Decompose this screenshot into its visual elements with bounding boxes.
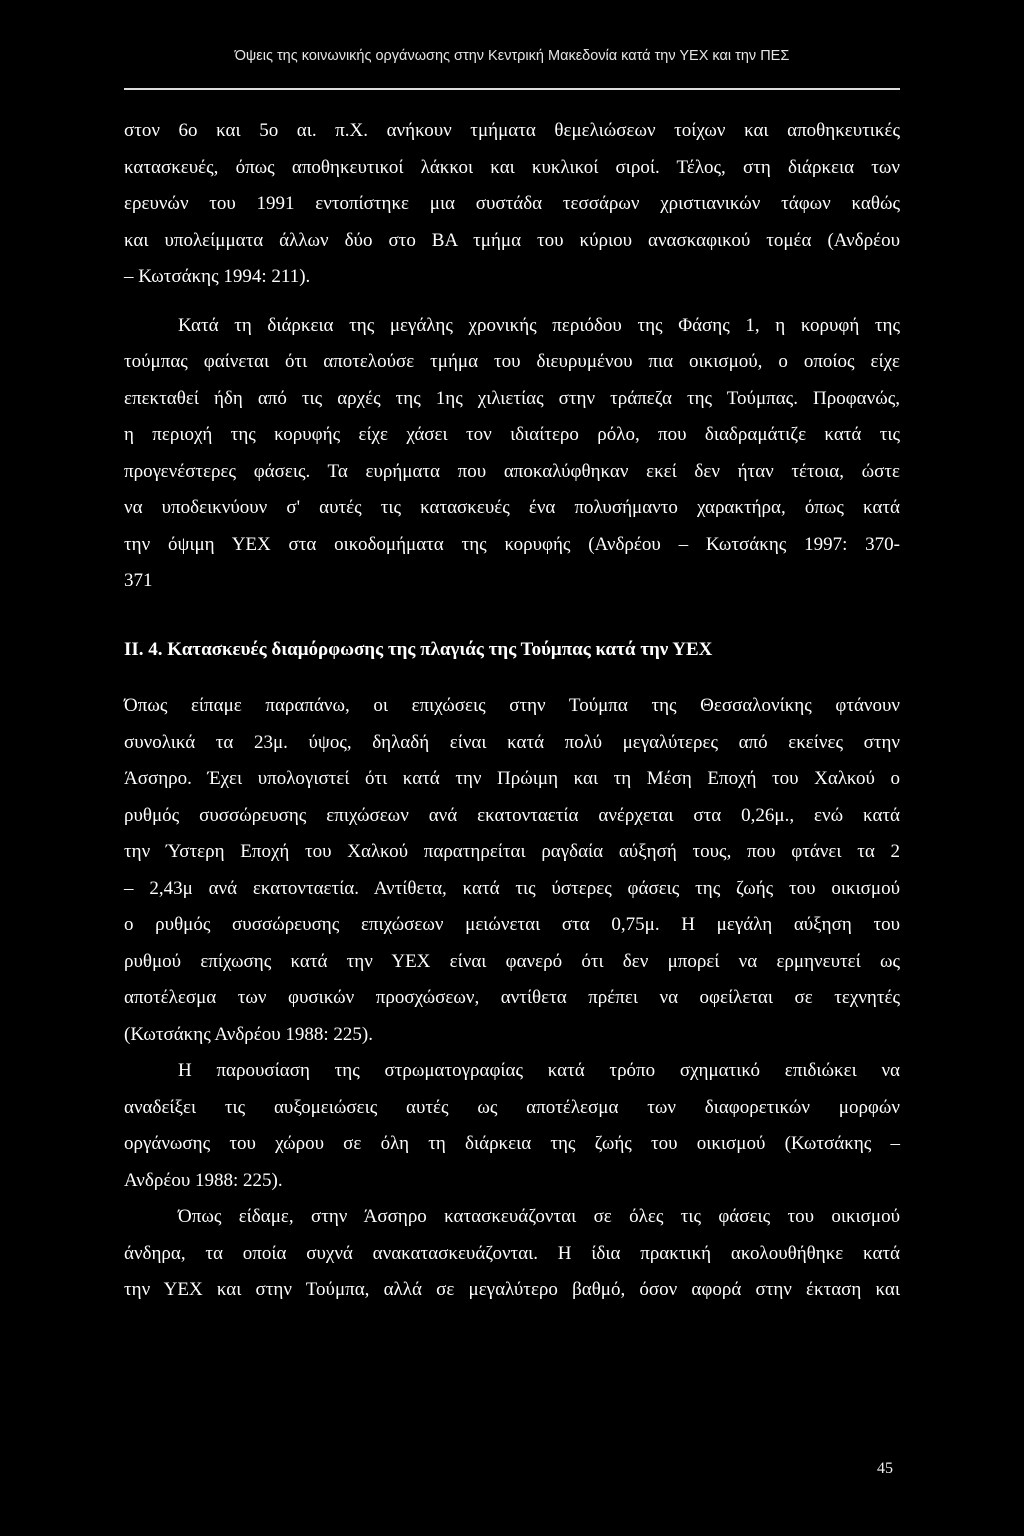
text-line: προγενέστερες φάσεις. Τα ευρήματα που αποκαλύφθηκαν εκεί δεν ήταν τέτοια, ώστε [124,460,900,482]
text-line: η περιοχή της κορυφής είχε χάσει τον ιδιαίτερο ρόλο, που διαδραμάτιζε κατά τις [124,424,900,445]
paragraph [124,1199,900,1309]
text-line: ερευνών του 1991 εντοπίστηκε μια συστάδα τεσσάρων χριστιανικών τάφων καθώς [124,193,900,214]
text-line: τούμπας φαίνεται ότι αποτελούσε τμήμα του διευρυμένου πια οικισμού, ο οποίος είχε [124,351,900,372]
text-line: και υπολείμματα άλλων δύο στο ΒΑ τμήμα του κύριου ανασκαφικού τομέα (Ανδρέου [124,229,900,251]
text-line: Ανδρέου 1988: 225). [124,1169,283,1191]
paragraph [124,113,900,296]
running-header: Όψεις της κοινωνικής οργάνωσης στην Κεντρική Μακεδονία κατά την ΥΕΧ και την ΠΕΣ [234,48,790,64]
text-line: Άσσηρο. Έχει υπολογιστεί ότι κατά την Πρώιμη και τη Μέση Εποχή του Χαλκού ο [124,768,900,789]
paragraph [124,688,900,1053]
text-line: συνολικά τα 23μ. ύψος, δηλαδή είναι κατά πολύ μεγαλύτερες από εκείνες στην [124,731,900,753]
text-line: ρυθμού επίχωσης κατά την ΥΕΧ είναι φανερό ότι δεν μπορεί να ερμηνευτεί ως [124,950,900,972]
text-line: επεκταθεί ήδη από τις αρχές της 1ης χιλιετίας στην τράπεζα της Τούμπας. Προφανώς, [124,387,900,409]
text-line: Όπως είδαμε, στην Άσσηρο κατασκευάζονται σε όλες τις φάσεις του οικισμού [178,1206,900,1227]
text-line: άνδηρα, τα οποία συχνά ανακατασκευάζονται. Η ίδια πρακτική ακολουθήθηκε κατά [124,1242,900,1264]
header-divider [124,88,900,90]
section-heading: ΙΙ. 4. Κατασκευές διαμόρφωσης της πλαγιάς της Τούμπας κατά την ΥΕΧ [124,638,713,660]
paragraph [124,1053,900,1199]
text-line: Όπως είπαμε παραπάνω, οι επιχώσεις στην Τούμπα της Θεσσαλονίκης φτάνουν [124,695,900,716]
text-line: 371 [124,570,153,591]
text-line: την ΥΕΧ και στην Τούμπα, αλλά σε μεγαλύτερο βαθμό, όσον αφορά στην έκταση και [124,1279,900,1300]
text-line: ρυθμός συσσώρευσης επιχώσεων ανά εκατονταετία ανέρχεται στα 0,26μ., ενώ κατά [124,804,900,826]
text-line: την όψιμη ΥΕΧ στα οικοδομήματα της κορυφής (Ανδρέου – Κωτσάκης 1997: 370- [124,533,900,555]
text-line: στον 6ο και 5ο αι. π.Χ. ανήκουν τμήματα θεμελιώσεων τοίχων και αποθηκευτικές [124,120,900,141]
page-body [124,113,900,1309]
text-line: Κατά τη διάρκεια της μεγάλης χρονικής περιόδου της Φάσης 1, η κορυφή της [178,314,900,336]
text-line: (Κωτσάκης Ανδρέου 1988: 225). [124,1023,373,1045]
text-line: οργάνωσης του χώρου σε όλη τη διάρκεια της ζωής του οικισμού (Κωτσάκης – [124,1133,900,1154]
text-line: ο ρυθμός συσσώρευσης επιχώσεων μειώνεται στα 0,75μ. Η μεγάλη αύξηση του [124,914,900,935]
text-line: κατασκευές, όπως αποθηκευτικοί λάκκοι και κυκλικοί σιροί. Τέλος, στη διάρκεια των [124,156,900,178]
page-number: 45 [877,1460,893,1477]
text-line: την Ύστερη Εποχή του Χαλκού παρατηρείται ραγδαία αύξησή τους, που φτάνει τα 2 [124,841,900,862]
text-line: αποτέλεσμα των φυσικών προσχώσεων, αντίθετα πρέπει να οφείλεται σε τεχνητές [124,987,900,1008]
text-line: Η παρουσίαση της στρωματογραφίας κατά τρόπο σχηματικό επιδιώκει να [178,1060,900,1081]
text-line: – 2,43μ ανά εκατονταετία. Αντίθετα, κατά τις ύστερες φάσεις της ζωής του οικισμού [124,877,900,899]
paragraph [124,308,900,600]
text-line: αναδείξει τις αυξομειώσεις αυτές ως αποτέλεσμα των διαφορετικών μορφών [124,1096,900,1118]
text-line: να υποδεικνύουν σ' αυτές τις κατασκευές ένα πολυσήμαντο χαρακτήρα, όπως κατά [124,497,900,518]
text-line: – Κωτσάκης 1994: 211). [124,266,311,287]
